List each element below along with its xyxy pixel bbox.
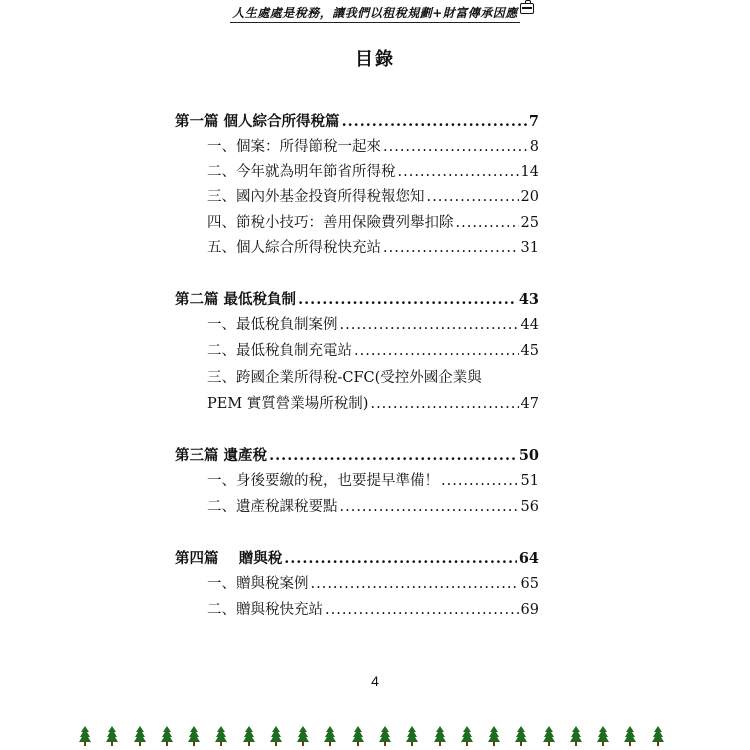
toc-part-title: 第三篇 遺產稅 bbox=[175, 447, 268, 464]
pine-tree-icon bbox=[160, 726, 174, 746]
dot-leader bbox=[398, 162, 519, 182]
dot-leader bbox=[383, 137, 528, 157]
toc-item-label: 一、最低稅負制案例 bbox=[207, 317, 338, 333]
toc-page-number: 31 bbox=[520, 240, 539, 256]
dot-leader bbox=[370, 394, 518, 414]
dot-leader bbox=[342, 112, 527, 132]
toc-page-number: 20 bbox=[520, 189, 539, 205]
dot-leader bbox=[298, 290, 517, 310]
pine-tree-icon bbox=[651, 726, 665, 746]
toc-page-number: 65 bbox=[520, 576, 539, 592]
toc-page-number: 7 bbox=[528, 113, 539, 130]
toc-item-multiline[interactable]: 三、跨國企業所得稅-CFC(受控外國企業與 bbox=[207, 370, 482, 386]
toc-item[interactable] bbox=[207, 238, 539, 258]
toc-item-label: 二、贈與稅快充站 bbox=[207, 602, 323, 618]
footer-tree-border bbox=[78, 726, 678, 746]
toc-part-title: 第四篇 贈與稅 bbox=[175, 550, 283, 567]
toc-item-label: 二、今年就為明年節省所得稅 bbox=[207, 164, 396, 180]
dot-leader bbox=[284, 549, 517, 569]
toc-item-label: 二、遺產稅課稅要點 bbox=[207, 499, 338, 515]
pine-tree-icon bbox=[542, 726, 556, 746]
dot-leader bbox=[325, 600, 519, 620]
toc-item-label: 四、節稅小技巧：善用保險費列舉扣除 bbox=[207, 215, 454, 231]
dot-leader bbox=[456, 213, 519, 233]
toc-page-number: 14 bbox=[520, 164, 539, 180]
pine-tree-icon bbox=[460, 726, 474, 746]
pine-tree-icon bbox=[405, 726, 419, 746]
toc-item[interactable] bbox=[207, 315, 539, 335]
dot-leader bbox=[269, 446, 517, 466]
toc-page-number: 64 bbox=[518, 550, 539, 567]
dot-leader bbox=[311, 574, 519, 594]
pine-tree-icon bbox=[596, 726, 610, 746]
toc-item-label: 二、最低稅負制充電站 bbox=[207, 343, 352, 359]
toc-page-number: 47 bbox=[520, 396, 539, 412]
pine-tree-icon bbox=[378, 726, 392, 746]
toc-item[interactable] bbox=[207, 600, 539, 620]
toc-item-label: 一、身後要繳的稅，也要提早準備！ bbox=[207, 473, 439, 489]
toc-page-number: 51 bbox=[520, 473, 539, 489]
toc-page-number: 50 bbox=[518, 447, 539, 464]
toc-page-number: 25 bbox=[520, 215, 539, 231]
pine-tree-icon bbox=[433, 726, 447, 746]
toc-page-number: 45 bbox=[520, 343, 539, 359]
page-number: 4 bbox=[371, 673, 379, 689]
toc-item-label: 一、個案：所得節稅一起來 bbox=[207, 139, 381, 155]
toc-part-2[interactable] bbox=[175, 290, 539, 310]
pine-tree-icon bbox=[323, 726, 337, 746]
pine-tree-icon bbox=[269, 726, 283, 746]
pine-tree-icon bbox=[242, 726, 256, 746]
toc-item[interactable] bbox=[207, 574, 539, 594]
toc-item[interactable] bbox=[207, 394, 539, 414]
dot-leader bbox=[340, 315, 519, 335]
toc-item-label: 五、個人綜合所得稅快充站 bbox=[207, 240, 381, 256]
toc-page-number: 69 bbox=[520, 602, 539, 618]
dot-leader bbox=[354, 341, 519, 361]
toc-item-label: 一、贈與稅案例 bbox=[207, 576, 309, 592]
toc-item[interactable] bbox=[207, 137, 539, 157]
pine-tree-icon bbox=[569, 726, 583, 746]
toc-part-1[interactable] bbox=[175, 112, 539, 132]
toc-part-4[interactable] bbox=[175, 549, 539, 569]
pine-tree-icon bbox=[623, 726, 637, 746]
toc-part-title: 第一篇 個人綜合所得稅篇 bbox=[175, 113, 340, 130]
toc-item[interactable] bbox=[207, 213, 539, 233]
pine-tree-icon bbox=[296, 726, 310, 746]
pine-tree-icon bbox=[514, 726, 528, 746]
toc-item-label: PEM 實質營業場所稅制) bbox=[207, 396, 369, 412]
toc-page-number: 56 bbox=[520, 499, 539, 515]
dot-leader bbox=[441, 471, 519, 491]
toc-part-title: 第二篇 最低稅負制 bbox=[175, 291, 297, 308]
dot-leader bbox=[340, 497, 519, 517]
toc-part-3[interactable] bbox=[175, 446, 539, 466]
pine-tree-icon bbox=[487, 726, 501, 746]
toc-item[interactable] bbox=[207, 187, 539, 207]
pine-tree-icon bbox=[214, 726, 228, 746]
toc-item[interactable] bbox=[207, 471, 539, 491]
running-header-text: 人生處處是稅務，讓我們以租稅規劃+財富傳承因應 bbox=[230, 4, 520, 23]
toc-page-number: 8 bbox=[529, 139, 539, 155]
page-title: 目錄 bbox=[355, 49, 395, 70]
pine-tree-icon bbox=[133, 726, 147, 746]
toc-item[interactable] bbox=[207, 497, 539, 517]
pine-tree-icon bbox=[105, 726, 119, 746]
dot-leader bbox=[427, 187, 519, 207]
toc-page-number: 43 bbox=[518, 291, 539, 308]
pine-tree-icon bbox=[187, 726, 201, 746]
toc-item[interactable] bbox=[207, 162, 539, 182]
toc-page-number: 44 bbox=[520, 317, 539, 333]
toc-item[interactable] bbox=[207, 341, 539, 361]
dot-leader bbox=[383, 238, 519, 258]
pine-tree-icon bbox=[78, 726, 92, 746]
toc-item-label: 三、國內外基金投資所得稅報您知 bbox=[207, 189, 425, 205]
pine-tree-icon bbox=[351, 726, 365, 746]
